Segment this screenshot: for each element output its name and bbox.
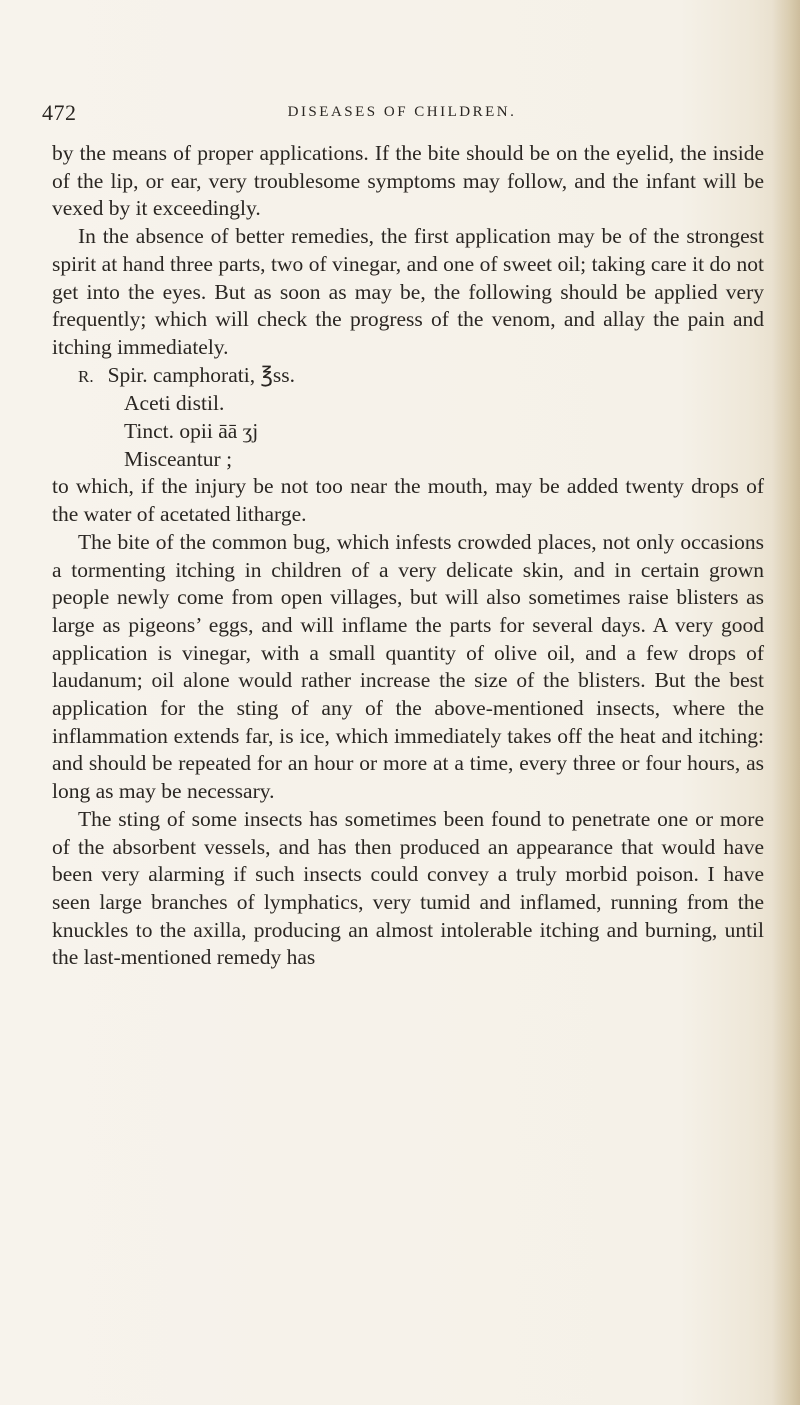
page-edge-shadow [772, 0, 800, 1405]
page-header [42, 100, 762, 130]
prescription-ingredient-1: Spir. camphorati, ℥ss. [107, 362, 295, 387]
prescription [52, 362, 764, 474]
prescription-line-3: Tinct. opii āā ʒj [124, 419, 259, 444]
paragraph-2: In the absence of better remedies, the first application may be of the strongest spirit at hand three parts, two of vinegar, and one of sweet oil; taking care it do not get into the eyes. But as soon as may be, the following should be applied very frequently; which will check the progress of the venom, and allay the pain and itching immediately. [52, 224, 764, 359]
recipe-symbol: R. [78, 366, 94, 386]
paragraph-5: The sting of some insects has sometimes been found to penetrate one or more of the absorbent vessels, and has then produced an appearance that would have been very alarming if such insects could convey a truly morbid poison. I have seen large branches of lymphatics, very tumid and inflamed, running from the knuckles to the axilla, producing an almost intolerable itching and burning, until the last-mentioned remedy has [52, 806, 764, 970]
paragraph-1: by the means of proper applications. If the bite should be on the eyelid, the inside of the lip, or ear, very troublesome symptoms may follow, and the infant will be vexed by it exceedingly. [52, 141, 764, 221]
page-number: 472 [42, 100, 77, 125]
running-head: DISEASES OF CHILDREN. [287, 104, 517, 120]
body-text [52, 140, 764, 972]
paragraph-4: The bite of the common bug, which infests crowded places, not only occasions a tormenting itching in children of a very delicate skin, and in certain grown people newly come from open villages, but will also sometimes raise blisters as large as pigeons’ eggs, and will inflame the parts for several days. A very good application is vinegar, with a small quantity of olive oil, and a few drops of laudanum; oil alone would rather increase the size of the blisters. But the best application for the sting of any of the above-mentioned insects, where the inflammation extends far, is ice, which immediately takes off the heat and itching: and should be repeated for an hour or more at a time, every three or four hours, as long as may be necessary. [52, 529, 764, 804]
paragraph-3: to which, if the injury be not too near the mouth, may be added twenty drops of the water of acetated litharge. [52, 474, 764, 527]
prescription-line-2: Aceti distil. [124, 391, 225, 416]
prescription-line-4: Misceantur ; [124, 446, 233, 471]
prescription-line-1 [52, 362, 764, 391]
